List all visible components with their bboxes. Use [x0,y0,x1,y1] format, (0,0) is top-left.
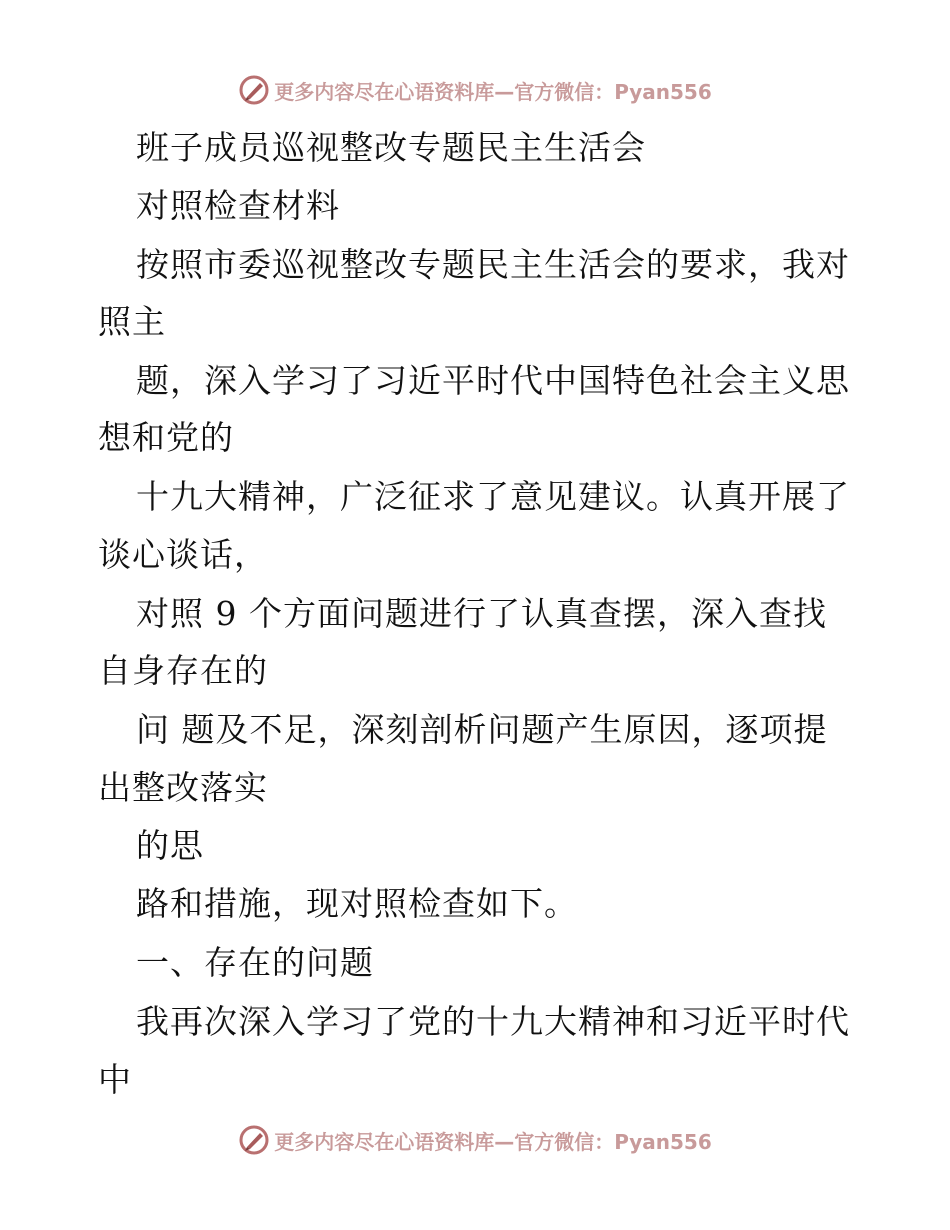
paragraph-line: 的思 [136,826,204,865]
pen-seal-icon [238,1124,270,1156]
paragraph-line: 出整改落实 [98,768,268,807]
paragraph-line: 自身存在的 [98,651,268,690]
paragraph-line: 谈心谈话， [98,535,268,574]
paragraph-line: 对照 9 个方面问题进行了认真查摆，深入查找 [136,594,827,633]
header-watermark [0,70,950,110]
watermark-text: 更多内容尽在心语资料库—官方微信：Pyan556 [274,1129,712,1154]
paragraph-line: 问 题及不足，深刻剖析问题产生原因，逐项提 [136,710,828,749]
watermark-text: 更多内容尽在心语资料库—官方微信：Pyan556 [274,79,712,104]
paragraph-line: 十九大精神，广泛征求了意见建议。认真开展了 [136,477,850,516]
paragraph-line: 照主 [98,302,166,341]
paragraph-line: 路和措施，现对照检查如下。 [136,884,578,923]
paragraph-line: 我再次深入学习了党的十九大精神和习近平时代 [136,1002,850,1041]
section-heading: 一、存在的问题 [136,943,374,982]
footer-watermark [0,1120,950,1160]
paragraph-line: 中 [98,1060,132,1099]
pen-seal-icon [238,74,270,106]
paragraph-line: 按照市委巡视整改专题民主生活会的要求，我对 [136,245,850,284]
document-subtitle: 对照检查材料 [136,186,340,225]
paragraph-line: 题，深入学习了习近平时代中国特色社会主义思 [136,361,850,400]
paragraph-line: 想和党的 [98,418,234,457]
document-title: 班子成员巡视整改专题民主生活会 [136,128,646,167]
